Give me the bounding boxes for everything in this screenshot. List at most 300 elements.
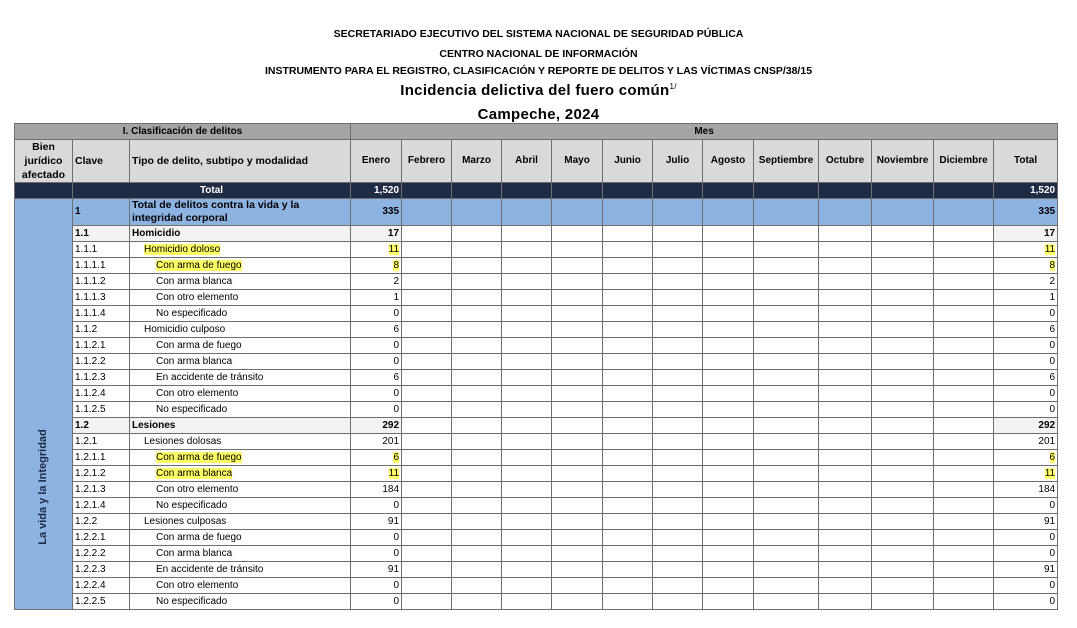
tipo-text: Homicidio culposo: [144, 323, 226, 335]
clave-cell: 1.1.2.4: [73, 386, 130, 402]
tipo-text: En accidente de tránsito: [156, 563, 264, 575]
header-line-2: CENTRO NACIONAL DE INFORMACIÓN: [439, 48, 638, 60]
enero-cell: [351, 354, 402, 370]
enero-value: 0: [393, 403, 400, 415]
total-cell: [994, 498, 1058, 514]
month-cell: [754, 258, 819, 274]
month-cell: [502, 594, 552, 610]
month-cell: [934, 370, 994, 386]
total-cell: [994, 274, 1058, 290]
month-cell: [552, 306, 603, 322]
clave-cell: 1.2.1: [73, 434, 130, 450]
total-value: 0: [1049, 339, 1056, 351]
month-cell: [502, 498, 552, 514]
month-cell: [819, 386, 872, 402]
month-cell: [452, 402, 502, 418]
month-cell: [552, 258, 603, 274]
month-cell: [934, 306, 994, 322]
table-row: [15, 562, 1058, 578]
total-cell: [994, 370, 1058, 386]
month-cell: [754, 370, 819, 386]
enero-cell: [351, 290, 402, 306]
col-clave: Clave: [73, 140, 130, 183]
month-cell: [502, 386, 552, 402]
total-value: 0: [1049, 595, 1056, 607]
month-cell: [703, 562, 754, 578]
month-cell: [754, 466, 819, 482]
table-row: [15, 530, 1058, 546]
month-cell: [603, 199, 653, 226]
tipo-cell: [130, 242, 351, 258]
month-cell: [502, 290, 552, 306]
month-cell: [452, 546, 502, 562]
table-row: [15, 514, 1058, 530]
month-cell: [502, 402, 552, 418]
month-cell: [934, 274, 994, 290]
month-cell: [703, 498, 754, 514]
month-cell: [402, 514, 452, 530]
tipo-text: Con arma blanca: [156, 467, 233, 479]
month-cell: [872, 498, 934, 514]
table-row: [15, 199, 1058, 226]
month-cell: [703, 258, 754, 274]
clave-cell: 1.2.2.2: [73, 546, 130, 562]
month-cell: [653, 450, 703, 466]
table-row: [15, 290, 1058, 306]
month-cell: [552, 242, 603, 258]
month-cell: [502, 482, 552, 498]
enero-value: 0: [393, 499, 400, 511]
month-cell: [603, 338, 653, 354]
clave-cell: 1.1: [73, 226, 130, 242]
enero-value: 6: [393, 323, 400, 335]
month-cell: [603, 530, 653, 546]
month-cell: [819, 578, 872, 594]
enero-cell: [351, 434, 402, 450]
enero-cell: [351, 578, 402, 594]
table-row: [15, 370, 1058, 386]
total-cell: [994, 354, 1058, 370]
tipo-text: Lesiones culposas: [144, 515, 227, 527]
month-cell: [819, 242, 872, 258]
month-cell: [819, 546, 872, 562]
month-cell: [703, 482, 754, 498]
col-tipo: Tipo de delito, subtipo y modalidad: [130, 140, 351, 183]
total-cell: [994, 546, 1058, 562]
enero-value: 335: [382, 206, 400, 217]
clave-cell: 1.1.2.3: [73, 370, 130, 386]
table-row: [15, 450, 1058, 466]
total-value: 8: [1049, 259, 1056, 271]
month-cell: [603, 514, 653, 530]
month-cell: [502, 258, 552, 274]
month-cell: [452, 594, 502, 610]
total-value: 0: [1049, 307, 1056, 319]
tipo-text: Con arma de fuego: [156, 259, 242, 271]
col-total: Total: [994, 140, 1058, 183]
table-row: [15, 546, 1058, 562]
month-cell: [754, 386, 819, 402]
tipo-cell: [130, 226, 351, 242]
total-cell: [994, 466, 1058, 482]
enero-cell: [351, 274, 402, 290]
table-row: [15, 386, 1058, 402]
month-cell: [452, 274, 502, 290]
month-cell: [703, 546, 754, 562]
header-line-1: SECRETARIADO EJECUTIVO DEL SISTEMA NACIONAL DE SEGURIDAD PÚBLICA: [333, 28, 744, 40]
month-cell: [502, 530, 552, 546]
tipo-text: Con arma de fuego: [156, 339, 242, 351]
month-cell: [402, 402, 452, 418]
month-cell: [502, 306, 552, 322]
col-month: Abril: [502, 140, 552, 183]
tipo-cell: [130, 199, 351, 226]
tipo-cell: [130, 354, 351, 370]
tipo-cell: [130, 338, 351, 354]
title-footnote-mark: 1/: [669, 82, 677, 91]
grand-total-month-cell: [452, 183, 502, 199]
enero-value: 0: [393, 531, 400, 543]
month-cell: [552, 546, 603, 562]
table-row: [15, 418, 1058, 434]
clave-cell: 1.2: [73, 418, 130, 434]
month-cell: [703, 226, 754, 242]
month-cell: [502, 514, 552, 530]
month-cell: [703, 402, 754, 418]
month-cell: [819, 338, 872, 354]
month-cell: [819, 226, 872, 242]
month-cell: [603, 306, 653, 322]
col-month: Agosto: [703, 140, 754, 183]
month-cell: [402, 290, 452, 306]
month-cell: [552, 402, 603, 418]
month-cell: [552, 322, 603, 338]
enero-value: 11: [388, 243, 400, 255]
total-value: 0: [1049, 579, 1056, 591]
enero-value: 11: [388, 467, 400, 479]
enero-value: 0: [393, 307, 400, 319]
month-cell: [934, 434, 994, 450]
month-cell: [452, 418, 502, 434]
enero-cell: [351, 402, 402, 418]
tipo-text: Con otro elemento: [156, 483, 239, 495]
table-row: [15, 402, 1058, 418]
total-value: 0: [1049, 355, 1056, 367]
enero-value: 17: [387, 227, 400, 239]
grand-total-month-cell: [703, 183, 754, 199]
month-cell: [552, 578, 603, 594]
col-month: Enero: [351, 140, 402, 183]
month-cell: [502, 546, 552, 562]
enero-value: 0: [393, 547, 400, 559]
month-cell: [934, 418, 994, 434]
month-cell: [502, 242, 552, 258]
tipo-cell: [130, 562, 351, 578]
month-cell: [452, 450, 502, 466]
col-month: Marzo: [452, 140, 502, 183]
month-cell: [502, 274, 552, 290]
column-header-row: [15, 140, 1058, 183]
tipo-text: Con arma blanca: [156, 275, 233, 287]
total-value: 91: [1043, 515, 1056, 527]
enero-value: 8: [393, 259, 400, 271]
col-month: Mayo: [552, 140, 603, 183]
month-cell: [872, 242, 934, 258]
month-cell: [754, 402, 819, 418]
total-value: 6: [1049, 323, 1056, 335]
month-cell: [402, 354, 452, 370]
month-cell: [603, 450, 653, 466]
month-cell: [452, 354, 502, 370]
clave-cell: 1.2.2.3: [73, 562, 130, 578]
month-cell: [819, 418, 872, 434]
month-cell: [603, 402, 653, 418]
month-cell: [603, 242, 653, 258]
month-cell: [402, 226, 452, 242]
month-cell: [754, 514, 819, 530]
month-cell: [502, 434, 552, 450]
total-value: 6: [1049, 451, 1056, 463]
total-value: 0: [1049, 387, 1056, 399]
month-cell: [603, 562, 653, 578]
month-cell: [502, 338, 552, 354]
month-cell: [552, 354, 603, 370]
month-cell: [754, 498, 819, 514]
month-cell: [402, 418, 452, 434]
month-cell: [872, 386, 934, 402]
month-cell: [653, 498, 703, 514]
month-cell: [872, 274, 934, 290]
enero-cell: [351, 498, 402, 514]
section-classification: I. Clasificación de delitos: [15, 124, 351, 140]
month-cell: [872, 338, 934, 354]
month-cell: [703, 530, 754, 546]
month-cell: [603, 434, 653, 450]
grand-total-month-cell: [402, 183, 452, 199]
tipo-cell: [130, 514, 351, 530]
grand-total-month-cell: [552, 183, 603, 199]
month-cell: [402, 386, 452, 402]
month-cell: [653, 594, 703, 610]
table-row: [15, 498, 1058, 514]
table-row: [15, 274, 1058, 290]
col-month: Octubre: [819, 140, 872, 183]
month-cell: [402, 562, 452, 578]
enero-value: 91: [387, 515, 400, 527]
month-cell: [402, 578, 452, 594]
page-title: [0, 82, 1077, 99]
grand-total-month-cell: [653, 183, 703, 199]
month-cell: [653, 402, 703, 418]
month-cell: [402, 434, 452, 450]
total-value: 335: [1038, 206, 1056, 217]
month-cell: [703, 274, 754, 290]
month-cell: [603, 226, 653, 242]
table-body: [15, 183, 1058, 610]
month-cell: [703, 578, 754, 594]
total-cell: [994, 258, 1058, 274]
month-cell: [552, 370, 603, 386]
month-cell: [934, 290, 994, 306]
month-cell: [819, 274, 872, 290]
grand-total-enero: 1,520: [351, 183, 402, 199]
month-cell: [934, 199, 994, 226]
tipo-cell: [130, 482, 351, 498]
month-cell: [754, 226, 819, 242]
enero-cell: [351, 594, 402, 610]
tipo-text: Con arma blanca: [156, 547, 233, 559]
month-cell: [934, 594, 994, 610]
month-cell: [452, 226, 502, 242]
table-row: [15, 242, 1058, 258]
month-cell: [552, 498, 603, 514]
month-cell: [452, 258, 502, 274]
tipo-cell: [130, 434, 351, 450]
month-cell: [603, 322, 653, 338]
header-line-3: INSTRUMENTO PARA EL REGISTRO, CLASIFICACIÓN Y REPORTE DE DELITOS Y LAS VÍCTIMAS CNSP/38/15: [264, 65, 813, 77]
month-cell: [653, 530, 703, 546]
bien-juridico-label: La vida y la Integridad: [37, 429, 49, 545]
month-cell: [819, 482, 872, 498]
grand-total-label: Total: [73, 183, 351, 199]
month-cell: [872, 434, 934, 450]
month-cell: [754, 578, 819, 594]
month-cell: [502, 322, 552, 338]
clave-cell: 1.1.2.5: [73, 402, 130, 418]
total-value: 17: [1043, 227, 1056, 239]
month-cell: [819, 530, 872, 546]
grand-total-month-cell: [754, 183, 819, 199]
month-cell: [934, 338, 994, 354]
month-cell: [934, 514, 994, 530]
month-cell: [819, 498, 872, 514]
enero-cell: [351, 514, 402, 530]
table-row: [15, 354, 1058, 370]
month-cell: [653, 274, 703, 290]
month-cell: [934, 562, 994, 578]
table-row: [15, 258, 1058, 274]
enero-cell: [351, 418, 402, 434]
month-cell: [653, 258, 703, 274]
month-cell: [653, 546, 703, 562]
col-month: Junio: [603, 140, 653, 183]
month-cell: [934, 322, 994, 338]
month-cell: [653, 466, 703, 482]
month-cell: [819, 402, 872, 418]
month-cell: [552, 199, 603, 226]
tipo-text: Homicidio doloso: [144, 243, 221, 255]
month-cell: [872, 530, 934, 546]
enero-cell: [351, 450, 402, 466]
enero-cell: [351, 530, 402, 546]
total-cell: [994, 306, 1058, 322]
grand-total-month-cell: [934, 183, 994, 199]
total-value: 11: [1044, 467, 1056, 479]
month-cell: [502, 578, 552, 594]
month-cell: [934, 386, 994, 402]
total-cell: [994, 530, 1058, 546]
month-cell: [934, 450, 994, 466]
month-cell: [603, 578, 653, 594]
month-cell: [819, 370, 872, 386]
total-cell: [994, 226, 1058, 242]
incidence-table: [14, 123, 1058, 610]
month-cell: [703, 370, 754, 386]
clave-cell: 1.2.1.3: [73, 482, 130, 498]
total-cell: [994, 450, 1058, 466]
month-cell: [402, 530, 452, 546]
clave-cell: 1.1.1.3: [73, 290, 130, 306]
month-cell: [819, 354, 872, 370]
enero-value: 292: [382, 419, 400, 431]
month-cell: [603, 290, 653, 306]
grand-total-row: [15, 183, 1058, 199]
month-cell: [872, 290, 934, 306]
month-cell: [754, 594, 819, 610]
month-cell: [934, 354, 994, 370]
month-cell: [754, 199, 819, 226]
tipo-text: Lesiones: [132, 419, 176, 431]
month-cell: [819, 258, 872, 274]
tipo-cell: [130, 274, 351, 290]
enero-cell: [351, 199, 402, 226]
month-cell: [934, 402, 994, 418]
total-spacer: [15, 183, 73, 199]
tipo-text: En accidente de tránsito: [156, 371, 264, 383]
month-cell: [754, 322, 819, 338]
grand-total-month-cell: [872, 183, 934, 199]
enero-cell: [351, 546, 402, 562]
clave-cell: 1.2.2.4: [73, 578, 130, 594]
col-month: Noviembre: [872, 140, 934, 183]
month-cell: [552, 434, 603, 450]
enero-cell: [351, 258, 402, 274]
month-cell: [872, 466, 934, 482]
month-cell: [452, 530, 502, 546]
month-cell: [872, 354, 934, 370]
tipo-cell: [130, 386, 351, 402]
clave-cell: 1.1.1.4: [73, 306, 130, 322]
month-cell: [872, 370, 934, 386]
month-cell: [502, 418, 552, 434]
total-value: 91: [1043, 563, 1056, 575]
month-cell: [653, 434, 703, 450]
col-month: Diciembre: [934, 140, 994, 183]
month-cell: [603, 386, 653, 402]
clave-cell: 1.2.1.2: [73, 466, 130, 482]
month-cell: [819, 322, 872, 338]
clave-cell: 1.2.2: [73, 514, 130, 530]
clave-cell: 1.2.1.4: [73, 498, 130, 514]
grand-total-total: 1,520: [994, 183, 1058, 199]
month-cell: [653, 306, 703, 322]
month-cell: [452, 290, 502, 306]
enero-value: 6: [393, 451, 400, 463]
month-cell: [754, 450, 819, 466]
total-cell: [994, 594, 1058, 610]
enero-value: 0: [393, 579, 400, 591]
total-cell: [994, 514, 1058, 530]
month-cell: [703, 434, 754, 450]
month-cell: [653, 514, 703, 530]
tipo-text: No especificado: [156, 499, 228, 511]
total-cell: [994, 578, 1058, 594]
total-value: 6: [1049, 371, 1056, 383]
month-cell: [502, 199, 552, 226]
tipo-cell: [130, 546, 351, 562]
month-cell: [402, 466, 452, 482]
tipo-cell: [130, 306, 351, 322]
